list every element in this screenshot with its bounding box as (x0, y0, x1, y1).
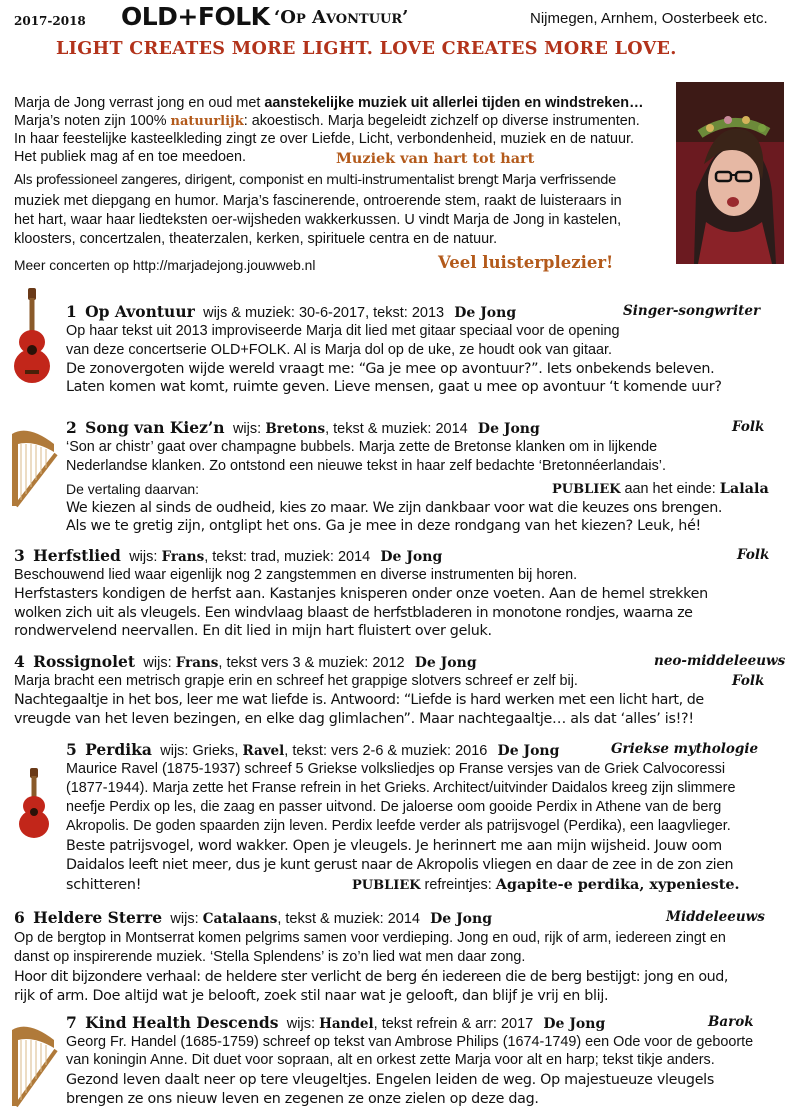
song-name: Herfstlied (33, 546, 121, 565)
intro-line-8: kloosters, concertzalen, theaterzalen, kerken, spirituele centra en de natuur. (14, 231, 498, 247)
song-origin: Ravel (242, 743, 285, 759)
song-name: Heldere Sterre (33, 908, 163, 927)
natural-highlight: natuurlijk (170, 114, 244, 129)
song-artist: De Jong (414, 655, 477, 671)
tagline: Muziek van hart tot hart (336, 150, 535, 167)
song-7-lyric-1: Gezond leven daalt neer op tere vleugeltjes. Engelen leiden de weg. Op majestueuze vleugels (66, 1072, 715, 1088)
ukulele-icon (14, 768, 54, 840)
intro-line-3: In haar feestelijke kasteelkleding zingt ze over Liefde, Licht, verbondenheid, muziek en de natuur. (14, 131, 634, 147)
song-2-lyric-2: Als we te gretig zijn, ontglipt het ons. Ga je mee in deze rondgang van het kiezen? Leuk, hé! (66, 518, 701, 534)
song-5-genre: Griekse mythologie (611, 741, 759, 757)
song-3-lyric-3: rondwervelend neervallen. En dit lied in mijn hart fluistert over geluk. (14, 623, 492, 639)
song-2-desc-1: ‘Son ar chistr’ gaat over champagne bubbels. Marja zette de Bretonse klanken om in lijkende (66, 439, 658, 455)
more-concerts-link[interactable]: Meer concerten op http://marjadejong.jouwweb.nl (14, 258, 316, 273)
song-credits: , tekst & muziek: 2014 (325, 421, 468, 437)
song-credits: , tekst: vers 2-6 & muziek: 2016 (284, 743, 488, 759)
song-5-title (66, 740, 559, 759)
song-1-desc-2: van deze concertserie OLD+FOLK. Al is Marja dol op de uke, ze houdt ook van gitaar. (66, 342, 612, 358)
intro-highlight: aanstekelijke muziek uit allerlei tijden en windstreken… (264, 95, 644, 111)
song-2-translation-label: De vertaling daarvan: (66, 481, 200, 497)
song-credits: , tekst & muziek: 2014 (277, 911, 420, 927)
song-5-desc-1: Maurice Ravel (1875-1937) schreef 5 Griekse volksliedjes op Franse versjes van de Griek Calvocoressi (66, 761, 726, 777)
song-4-genre-2: Folk (732, 673, 765, 689)
song-number: 7 (66, 1013, 77, 1032)
song-credits: , tekst vers 3 & muziek: 2012 (218, 655, 405, 671)
song-1-lyric-2: Laten komen wat komt, ruimte geven. Lieve mensen, gaat u mee op avontuur ‘t komende uur? (66, 379, 722, 395)
song-7-desc-2: van koningin Anne. Dit duet voor sopraan, alt en orkest zette Marja voor alt en harp; tekst tikje anders. (66, 1052, 715, 1068)
song-wijs-label: wijs: (170, 911, 199, 927)
song-wijs-label: wijs: Grieks, (160, 743, 243, 759)
song-3-lyric-2: wolken zich uit als vleugels. Een windvlaag blaast de herfstbladeren in monotone rondjes, waarna ze (14, 605, 693, 621)
song-2-lyric-1: We kiezen al sinds de oudheid, kies zo maar. We zijn dankbaar voor wat die keuzes ons brengen. (66, 500, 723, 516)
song-5-desc-3: neefje Perdix op les, die zaag en passer uitvond. De jaloerse oom gooide Perdix in Athene van de berg (66, 799, 722, 815)
intro-line-7: het hart, waar haar liedteksten oer-wijsheden wakkerkussen. U vindt Marja de Jong in kastelen, (14, 212, 622, 228)
song-1-genre: Singer-songwriter (623, 303, 761, 319)
song-2-desc-2: Nederlandse klanken. Zo ontstond een nieuwe tekst in haar zelf bedachte ‘Bretonnéerlandais’. (66, 458, 666, 474)
song-5-lyric-3: schitteren! (66, 877, 142, 893)
song-5-desc-2: (1877-1944). Marja zette het Franse refrein in het Grieks. Architect/uitvinder Daidalos kreeg zijn slimmere (66, 780, 736, 796)
intro-text: : akoestisch. Marja begeleidt zichzelf op diverse instrumenten. (243, 113, 640, 129)
song-2-title (66, 418, 540, 437)
song-origin: Frans (161, 549, 205, 565)
intro-line-2 (14, 112, 640, 131)
song-number: 5 (66, 740, 77, 759)
brand-title: OLD+FOLK (121, 2, 270, 31)
song-name: Perdika (85, 740, 152, 759)
song-1-desc-1: Op haar tekst uit 2013 improviseerde Marja dit lied met gitaar speciaal voor de opening (66, 323, 620, 339)
song-4-lyric-1: Nachtegaaltje in het bos, leer me wat liefde is. Antwoord: “Liefde is hard werken met een licht hart, de (14, 692, 704, 708)
song-name: Rossignolet (33, 652, 136, 671)
song-6-lyric-1: Hoor dit bijzondere verhaal: de heldere ster verlicht de berg én iedereen die de berg bestijgt: jong en oud, (14, 969, 729, 985)
intro-line-6: muziek met diepgang en humor. Marja’s fascinerende, ontroerende stem, raakt de luisteraars in (14, 193, 622, 209)
enjoy-tagline: Veel luisterplezier! (438, 253, 614, 272)
song-origin: Catalaans (202, 911, 278, 927)
song-1-lyric-1: De zonovergoten wijde wereld vraagt me: “Ga je mee op avontuur?”. Iets onbekends beleven. (66, 361, 715, 377)
intro-text: Marja de Jong verrast jong en oud met (14, 95, 265, 111)
song-artist: De Jong (497, 743, 560, 759)
song-5-audience (352, 876, 740, 895)
song-6-desc-1: Op de bergtop in Montserrat komen pelgrims samen voor verdieping. Jong en oud, rijk of arm, iedereen zingt en (14, 930, 726, 946)
intro-line-4: Het publiek mag af en toe meedoen. (14, 149, 246, 165)
song-1-title (66, 302, 516, 321)
song-4-title (14, 652, 477, 671)
song-name: Kind Health Descends (85, 1013, 279, 1032)
portrait-illustration (676, 82, 784, 264)
song-name: Song van Kiez’n (85, 418, 225, 437)
song-2-audience (552, 480, 769, 499)
series-title: ‘Op Avontuur’ (274, 7, 409, 28)
song-origin: Bretons (265, 421, 326, 437)
harp-icon (4, 1018, 60, 1110)
refrain-text: Lalala (719, 480, 769, 497)
guitar-icon (8, 286, 56, 386)
song-6-genre: Middeleeuws (666, 909, 765, 925)
refrain-text: Agapite-e perdika, xypenieste. (495, 876, 740, 893)
song-5-lyric-1: Beste patrijsvogel, word wakker. Open je vleugels. Je herinnert me aan mijn wijsheid. Jouw oom (66, 838, 722, 854)
song-number: 4 (14, 652, 25, 671)
song-wijs-label: wijs: (232, 421, 262, 437)
song-3-lyric-1: Herfstasters kondigen de herfst aan. Kastanjes knisperen onder onze voeten. Aan de hemel strekken (14, 586, 708, 602)
song-7-title (66, 1013, 605, 1032)
publiek-label: PUBLIEK (552, 482, 621, 497)
song-number: 6 (14, 908, 25, 927)
song-artist: De Jong (380, 549, 443, 565)
song-2-genre: Folk (732, 419, 765, 435)
song-7-lyric-2: brengen ze ons nieuw leven en zegenen ze onze zielen op deze dag. (66, 1091, 539, 1107)
song-artist: De Jong (477, 421, 540, 437)
publiek-label: PUBLIEK (352, 878, 421, 893)
audience-text: aan het einde: (620, 481, 720, 497)
song-artist: De Jong (543, 1016, 606, 1032)
season-year: 2017-2018 (14, 14, 86, 28)
song-wijs-label: wijs: (129, 549, 158, 565)
song-6-lyric-2: rijk of arm. Doe altijd wat je belooft, zoek stil naar wat je gelooft, dan blijf je vrij en blij. (14, 988, 609, 1004)
song-4-genre: neo-middeleeuws (654, 653, 786, 669)
song-origin: Frans (175, 655, 219, 671)
song-4-lyric-2: vreugde van het leven bezingen, en elke dag glimlachen”. Maar nachtegaaltje… als dat ‘alles’ is!?! (14, 711, 694, 727)
audience-text: refreintjes: (420, 877, 496, 893)
song-3-genre: Folk (737, 547, 770, 563)
song-credits: wijs & muziek: 30-6-2017, tekst: 2013 (203, 305, 445, 321)
slogan: LIGHT CREATES MORE LIGHT. LOVE CREATES MORE LOVE. (56, 38, 677, 59)
song-3-desc-1: Beschouwend lied waar eigenlijk nog 2 zangstemmen en diverse instrumenten bij horen. (14, 567, 578, 583)
harp-icon (4, 422, 60, 510)
song-origin: Handel (319, 1016, 374, 1032)
song-6-title (14, 908, 492, 927)
song-artist: De Jong (454, 305, 517, 321)
song-artist: De Jong (430, 911, 492, 927)
song-3-title (14, 546, 442, 565)
song-number: 3 (14, 546, 25, 565)
intro-line-5: Als professioneel zangeres, dirigent, componist en multi-instrumentalist brengt Marja verfrissende (14, 173, 616, 188)
song-wijs-label: wijs: (286, 1016, 315, 1032)
song-4-desc-1: Marja bracht een metrisch grapje erin en schreef het grappige slotvers schreef er zelf bij. (14, 673, 578, 689)
song-5-lyric-2: Daidalos leeft niet meer, dus je kunt gerust naar de Akropolis vliegen en daar de zee in de zon zien (66, 857, 734, 873)
song-name: Op Avontuur (85, 302, 195, 321)
song-6-desc-2: danst op inspirerende muziek. ‘Stella Splendens’ is zo’n lied wat men daar zong. (14, 949, 526, 965)
song-credits: , tekst: trad, muziek: 2014 (204, 549, 371, 565)
song-7-desc-1: Georg Fr. Handel (1685-1759) schreef op tekst van Ambrose Philips (1674-1749) een Ode voor de geboorte (66, 1034, 754, 1050)
song-number: 1 (66, 302, 77, 321)
intro-line-1 (14, 94, 643, 112)
song-credits: , tekst refrein & arr: 2017 (373, 1016, 534, 1032)
song-7-genre: Barok (708, 1014, 754, 1030)
portrait-photo (676, 82, 784, 264)
song-number: 2 (66, 418, 77, 437)
header-cities: Nijmegen, Arnhem, Oosterbeek etc. (530, 10, 768, 27)
song-wijs-label: wijs: (143, 655, 172, 671)
intro-text: Marja’s noten zijn 100% (14, 113, 171, 129)
song-5-desc-4: Akropolis. De goden spaarden zijn leven. Perdix leefde verder als patrijsvogel (Perdika), een laagvlieger. (66, 818, 731, 834)
